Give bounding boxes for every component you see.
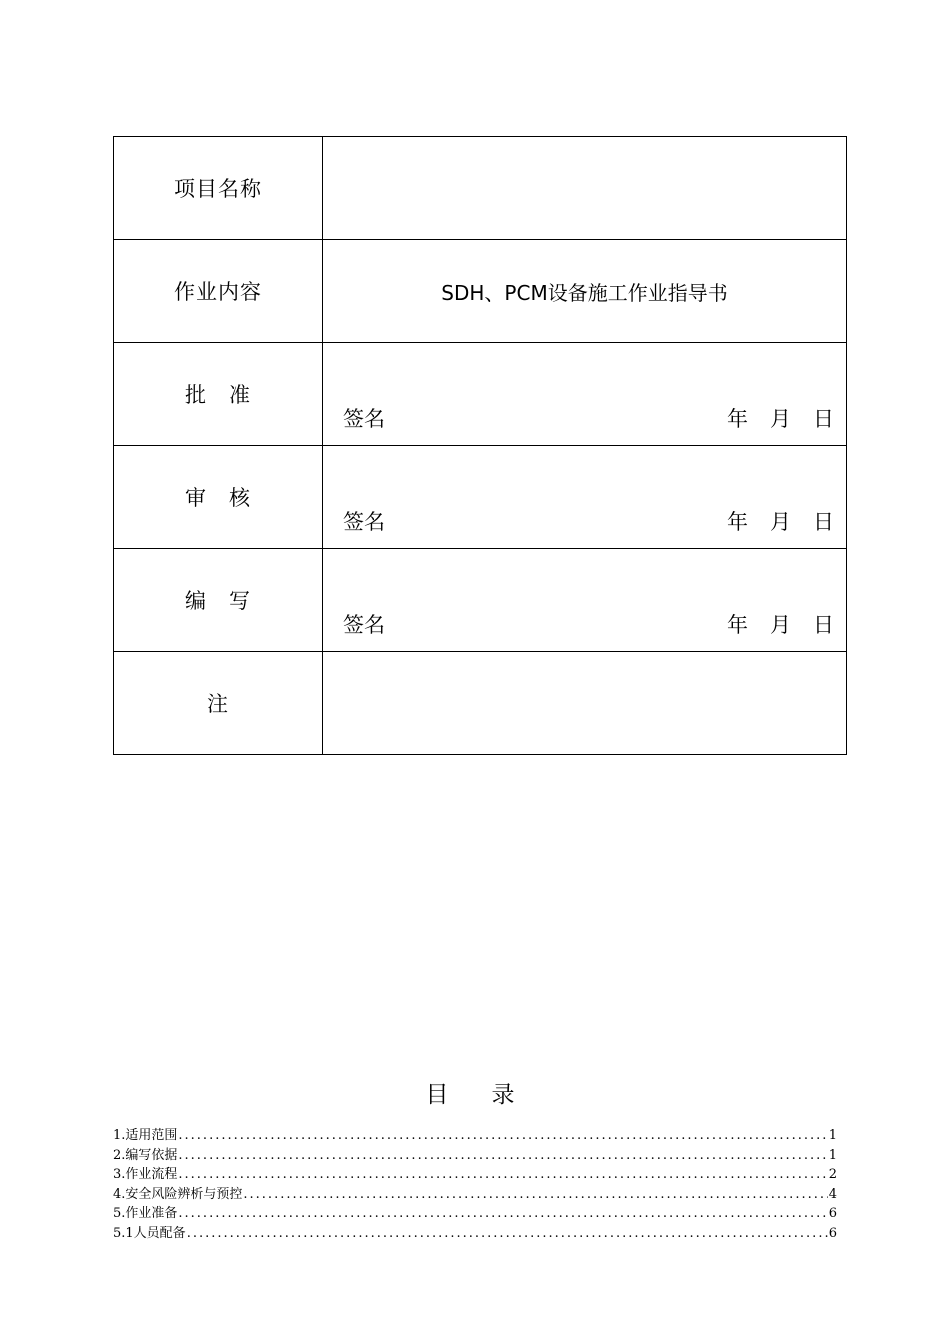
table-row-author [114, 549, 847, 652]
toc-entry-text: 2.编写依据 [113, 1147, 178, 1163]
author-day-label: 日 [813, 613, 834, 637]
toc-entry-page: 2 [828, 1167, 837, 1182]
table-row-review [114, 446, 847, 549]
table-row-approve [114, 343, 847, 446]
note-value [323, 652, 847, 755]
toc-dot-leader [243, 1185, 827, 1205]
toc-dot-leader [178, 1204, 827, 1224]
toc-entry-page: 4 [828, 1186, 837, 1202]
toc-entry-text: 4.安全风险辨析与预控 [113, 1186, 243, 1202]
author-sign-line [343, 609, 834, 639]
review-label: 审 核 [114, 446, 323, 549]
toc-entry[interactable] [113, 1224, 837, 1244]
review-date [727, 506, 834, 536]
toc-entry[interactable] [113, 1146, 837, 1166]
work-content-value: SDH、PCM设备施工作业指导书 [323, 240, 847, 343]
table-of-contents [113, 1126, 837, 1243]
author-sign-cell [323, 549, 847, 652]
author-date [727, 609, 834, 639]
toc-entry-page: 1 [828, 1128, 837, 1143]
toc-title: 目 录 [425, 1082, 525, 1108]
approve-sign-label: 签名 [343, 407, 385, 431]
toc-dot-leader [178, 1165, 827, 1185]
approve-sign-line [343, 403, 834, 433]
review-sign-cell [323, 446, 847, 549]
toc-entry[interactable] [113, 1165, 837, 1185]
project-name-label: 项目名称 [114, 137, 323, 240]
toc-entry-text: 1.适用范围 [113, 1128, 178, 1143]
toc-entry-text: 5.作业准备 [113, 1206, 178, 1221]
table-row-project-name [114, 137, 847, 240]
table-row-work-content [114, 240, 847, 343]
approve-day-label: 日 [813, 407, 834, 431]
review-year-label: 年 [727, 510, 748, 534]
author-year-label: 年 [727, 613, 748, 637]
toc-entry[interactable] [113, 1126, 837, 1146]
work-content-label: 作业内容 [114, 240, 323, 343]
note-label: 注 [114, 652, 323, 755]
toc-entry-text: 5.1人员配备 [113, 1225, 186, 1241]
approve-month-label: 月 [770, 407, 791, 431]
author-month-label: 月 [770, 613, 791, 637]
toc-dot-leader [187, 1224, 828, 1244]
review-month-label: 月 [770, 510, 791, 534]
review-day-label: 日 [813, 510, 834, 534]
cover-info-table [113, 136, 847, 755]
toc-dot-leader [178, 1146, 827, 1166]
toc-entry-page: 6 [828, 1225, 837, 1241]
approve-date [727, 403, 834, 433]
approve-label: 批 准 [114, 343, 323, 446]
approve-sign-cell [323, 343, 847, 446]
toc-dot-leader [178, 1126, 827, 1146]
table-row-note [114, 652, 847, 755]
author-label: 编 写 [114, 549, 323, 652]
approve-year-label: 年 [727, 407, 748, 431]
toc-entry[interactable] [113, 1204, 837, 1224]
review-sign-label: 签名 [343, 510, 385, 534]
project-name-value [323, 137, 847, 240]
toc-entry-text: 3.作业流程 [113, 1167, 178, 1182]
toc-entry-page: 6 [828, 1206, 837, 1221]
toc-entry-page: 1 [828, 1147, 837, 1163]
toc-entry[interactable] [113, 1185, 837, 1205]
review-sign-line [343, 506, 834, 536]
author-sign-label: 签名 [343, 613, 385, 637]
